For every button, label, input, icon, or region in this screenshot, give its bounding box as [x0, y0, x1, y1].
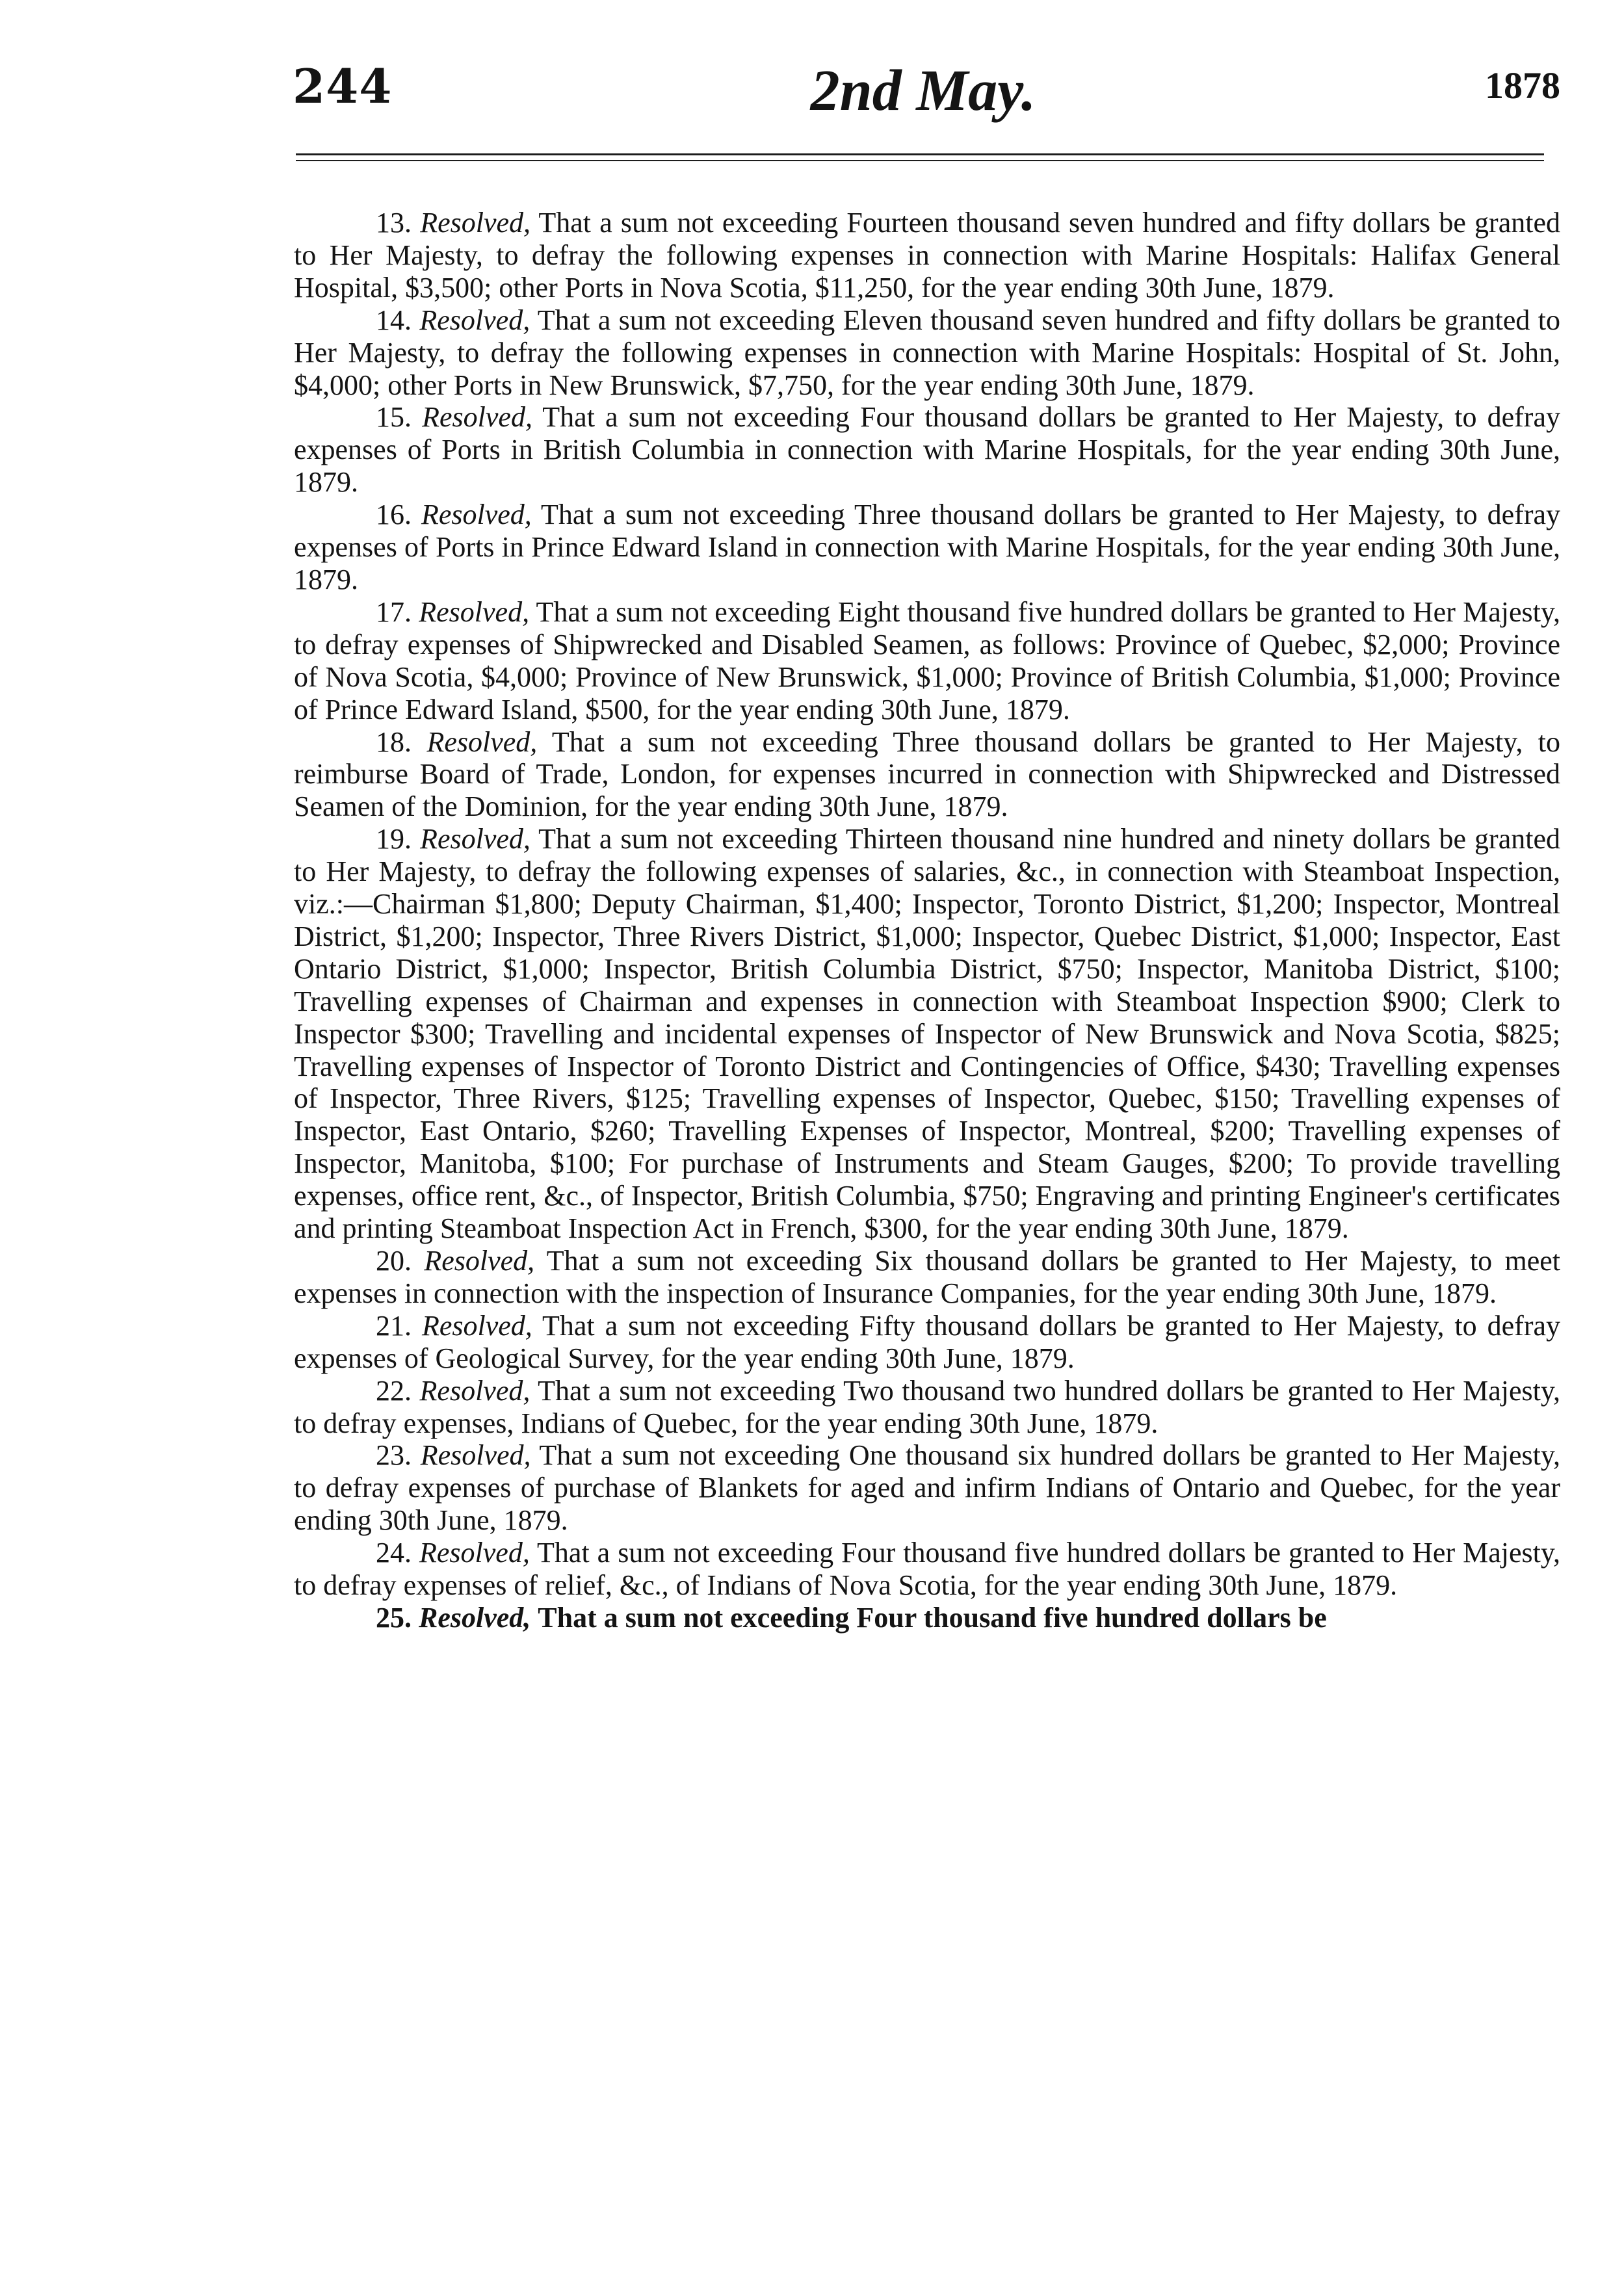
resolution-keyword: Resolved,	[419, 1601, 531, 1634]
resolution-keyword: Resolved,	[420, 1439, 531, 1472]
resolution-number: 20.	[376, 1245, 412, 1277]
resolution-number: 24.	[376, 1537, 412, 1569]
resolution-17	[294, 596, 1560, 726]
running-title: 2nd May.	[810, 59, 1036, 123]
resolution-text: That a sum not exceeding Two thousand two hundred dollars be granted to Her Majesty, to defray expenses, Indians of Quebec, for the year ending 30th June, 1879.	[294, 1374, 1560, 1439]
resolution-text: That a sum not exceeding Four thousand five hundred dollars be	[538, 1601, 1327, 1634]
resolution-number: 23.	[376, 1439, 412, 1472]
header-double-rule	[296, 153, 1544, 165]
resolution-keyword: Resolved,	[419, 1374, 530, 1407]
resolution-number: 18.	[376, 725, 412, 758]
resolution-text: That a sum not exceeding Three thousand dollars be granted to Her Majesty, to reimburse Board of Trade, London, for expenses incurred in connection with Shipwrecked and Distressed Seamen of the Dominion, for the year ending 30th June, 1879.	[294, 725, 1560, 823]
resolution-13	[294, 207, 1560, 304]
resolution-text: That a sum not exceeding Four thousand dollars be granted to Her Majesty, to defray expenses of Ports in British Columbia in connection with Marine Hospitals, for the year ending 30th June, 1879.	[294, 401, 1560, 499]
resolution-keyword: Resolved,	[424, 1245, 535, 1277]
resolution-21	[294, 1310, 1560, 1375]
resolution-keyword: Resolved,	[421, 499, 532, 531]
resolution-text: That a sum not exceeding Eleven thousand seven hundred and fifty dollars be granted to Her Majesty, to defray the following expenses in connection with Marine Hospitals: Hospital of St. John, $4,000; other Ports in New Brunswick, $7,750, for the year ending 30th June, 1879.	[294, 304, 1560, 401]
resolution-text: That a sum not exceeding Three thousand dollars be granted to Her Majesty, to defray expenses of Ports in Prince Edward Island in connection with Marine Hospitals, for the year ending 30th June, 1879.	[294, 499, 1560, 595]
resolution-23	[294, 1439, 1560, 1537]
resolution-14	[294, 304, 1560, 402]
resolution-keyword: Resolved,	[426, 725, 538, 758]
resolution-text: That a sum not exceeding Fourteen thousand seven hundred and fifty dollars be granted to Her Majesty, to defray the following expenses in connection with Marine Hospitals: Halifax General Hospital, $3,500; other Ports in Nova Scotia, $11,250, for the year ending 30th June, 1879.	[294, 207, 1560, 304]
resolution-text: That a sum not exceeding Six thousand dollars be granted to Her Majesty, to meet expenses in connection with the inspection of Insurance Companies, for the year ending 30th June, 1879.	[294, 1245, 1560, 1309]
resolution-number: 15.	[376, 401, 412, 434]
resolution-number: 16.	[376, 499, 412, 531]
resolution-15	[294, 401, 1560, 499]
resolution-text: That a sum not exceeding Fifty thousand dollars be granted to Her Majesty, to defray expenses of Geological Survey, for the year ending 30th June, 1879.	[294, 1309, 1560, 1374]
resolution-19	[294, 823, 1560, 1245]
resolution-16	[294, 499, 1560, 596]
resolution-number: 25.	[376, 1601, 412, 1634]
resolution-keyword: Resolved,	[419, 595, 530, 628]
resolution-number: 22.	[376, 1374, 412, 1407]
resolution-keyword: Resolved,	[422, 401, 532, 434]
resolution-number: 21.	[376, 1309, 412, 1342]
resolution-text: That a sum not exceeding Thirteen thousand nine hundred and ninety dollars be granted to Her Majesty, to defray the following expenses of salaries, &c., in connection with Steamboat Inspection, viz.:—Chairman $1,800; Deputy Chairman, $1,400; Inspector, Toronto District, $1,200; Inspector, Montreal District, $1,200; Inspector, Three Rivers District, $1,000; Inspector, Quebec District, $1,000; Inspector, East Ontario District, $1,000; Inspector, British Columbia District, $750; Inspector, Manitoba District, $100; Travelling expenses of Chairman and expenses in connection with Steamboat Inspection $900; Clerk to Inspector $300; Travelling and incidental expenses of Inspector of New Brunswick and Nova Scotia, $825; Travelling expenses of Inspector of Toronto District and Contingencies of Office, $430; Travelling expenses of Inspector, Three Rivers, $125; Travelling expenses of Inspector, Quebec, $150; Travelling expenses of Inspector, East Ontario, $260; Travelling Expenses of Inspector, Montreal, $200; Travelling expenses of Inspector, Manitoba, $100; For purchase of Instruments and Steam Gauges, $200; To provide travelling expenses, office rent, &c., of Inspector, British Columbia, $750; Engraving and printing Engineer's certificates and printing Steamboat Inspection Act in French, $300, for the year ending 30th June, 1879.	[294, 823, 1560, 1245]
resolution-number: 14.	[376, 304, 412, 336]
resolution-number: 17.	[376, 595, 412, 628]
resolution-keyword: Resolved,	[419, 304, 530, 336]
resolution-keyword: Resolved,	[419, 1537, 530, 1569]
resolution-18	[294, 726, 1560, 824]
header-year: 1878	[1485, 64, 1560, 107]
resolution-25	[294, 1602, 1560, 1634]
resolution-keyword: Resolved,	[421, 1309, 532, 1342]
header-rule-upper	[296, 153, 1544, 155]
resolutions-list	[294, 207, 1560, 2209]
resolution-22	[294, 1375, 1560, 1440]
resolution-keyword: Resolved,	[420, 823, 530, 855]
resolution-number: 13.	[376, 207, 412, 239]
resolution-text: That a sum not exceeding Four thousand five hundred dollars be granted to Her Majesty, to defray expenses of relief, &c., of Indians of Nova Scotia, for the year ending 30th June, 1879.	[294, 1537, 1560, 1602]
resolution-keyword: Resolved,	[420, 207, 530, 239]
resolution-text: That a sum not exceeding One thousand six hundred dollars be granted to Her Majesty, to defray expenses of purchase of Blankets for aged and infirm Indians of Ontario and Quebec, for the year ending 30th June, 1879.	[294, 1439, 1560, 1537]
resolution-24	[294, 1537, 1560, 1602]
header-rule-lower	[296, 160, 1544, 161]
page-header	[286, 57, 1560, 129]
resolution-number: 19.	[376, 823, 412, 855]
resolution-20	[294, 1245, 1560, 1310]
page-number: 244	[293, 59, 393, 114]
resolution-text: That a sum not exceeding Eight thousand five hundred dollars be granted to Her Majesty, to defray expenses of Shipwrecked and Disabled Seamen, as follows: Province of Quebec, $2,000; Province of Nova Scotia, $4,000; Province of New Brunswick, $1,000; Province of British Columbia, $1,000; Province of Prince Edward Island, $500, for the year ending 30th June, 1879.	[294, 595, 1560, 725]
